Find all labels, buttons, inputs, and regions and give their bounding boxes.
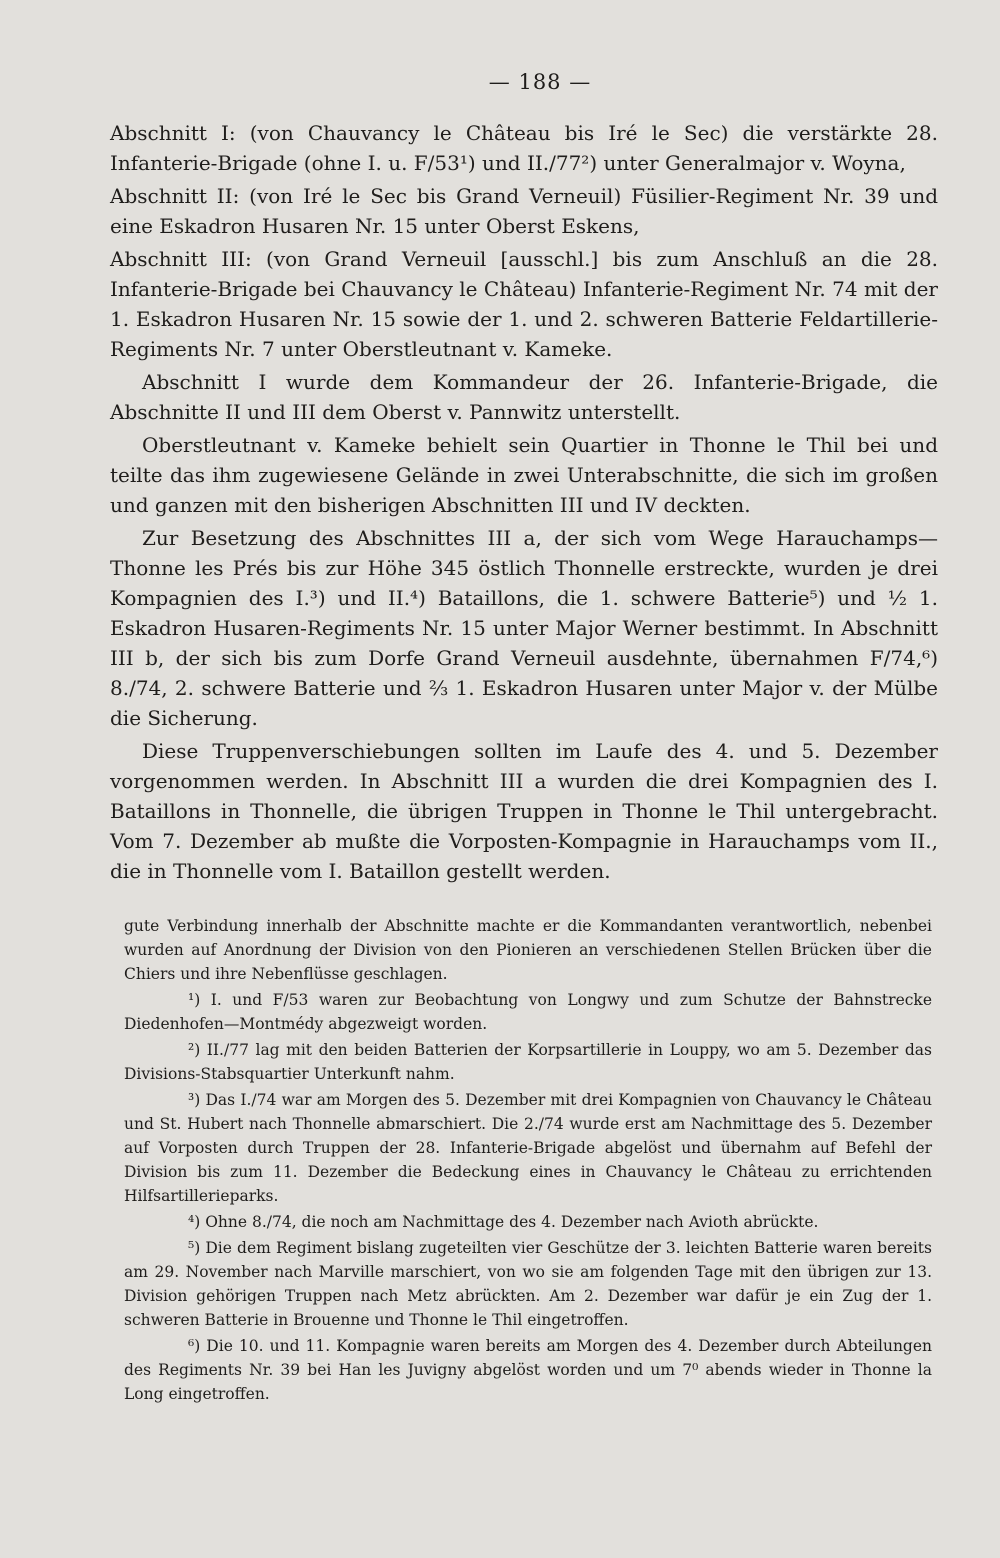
footnote-3: ³) Das I./74 war am Morgen des 5. Dezember mit drei Kompagnien von Chauvancy le Château und St. Hubert nach Thonnelle abmarschiert. Die 2./74 wurde erst am Nachmittage des 5. Dezember auf Vorposten durch Truppen der 28. Infanterie-Brigade abgelöst und übernahm auf Befehl der Division bis zum 11. Dezember die Bedeckung eines in Chauvancy le Château zu errichtenden Hilfsartillerieparks.: [124, 1091, 932, 1205]
paragraph-unterstellt: Abschnitt I wurde dem Kommandeur der 26. Infanterie-Brigade, die Abschnitte II und III dem Oberst v. Pannwitz unterstellt.: [110, 370, 938, 424]
footnote-continuation: gute Verbindung innerhalb der Abschnitte machte er die Kommandanten verantwortlich, nebenbei wurden auf Anordnung der Division von den Pionieren an verschiedenen Stellen Brücken über die Chiers und ihre Nebenflüsse geschlagen.: [124, 917, 932, 983]
main-text: [110, 118, 938, 889]
footnotes: [124, 914, 932, 1408]
paragraph-abschnitt-3: Abschnitt III: (von Grand Verneuil [ausschl.] bis zum Anschluß an die 28. Infanterie-Brigade bei Chauvancy le Château) Infanterie-Regiment Nr. 74 mit der 1. Eskadron Husaren Nr. 15 sowie der 1. und 2. schweren Batterie Feldartillerie-Regiments Nr. 7 unter Oberstleutnant v. Kameke.: [110, 247, 938, 361]
footnote-5: ⁵) Die dem Regiment bislang zugeteilten vier Geschütze der 3. leichten Batterie waren bereits am 29. November nach Marville marschiert, von wo sie am folgenden Tage mit den übrigen zur 13. Division gehörigen Truppen nach Metz abrückten. Am 2. Dezember war dafür je ein Zug der 1. schweren Batterie in Brouenne und Thonne le Thil eingetroffen.: [124, 1239, 932, 1329]
footnote-6: ⁶) Die 10. und 11. Kompagnie waren bereits am Morgen des 4. Dezember durch Abteilungen des Regiments Nr. 39 bei Han les Juvigny abgelöst worden und um 7⁰ abends wieder in Thonne la Long eingetroffen.: [124, 1337, 932, 1403]
footnote-2: ²) II./77 lag mit den beiden Batterien der Korpsartillerie in Louppy, wo am 5. Dezember das Divisions-Stabsquartier Unterkunft nahm.: [124, 1041, 932, 1083]
paragraph-abschnitt-2: Abschnitt II: (von Iré le Sec bis Grand Verneuil) Füsilier-Regiment Nr. 39 und eine Eskadron Husaren Nr. 15 unter Oberst Eskens,: [110, 184, 938, 238]
paragraph-besetzung: Zur Besetzung des Abschnittes III a, der sich vom Wege Harauchamps—Thonne les Prés bis zur Höhe 345 östlich Thonnelle erstreckte, wurden je drei Kompagnien des I.³) und II.⁴) Bataillons, die 1. schwere Batterie⁵) und ½ 1. Eskadron Husaren-Regiments Nr. 15 unter Major Werner bestimmt. In Abschnitt III b, der sich bis zum Dorfe Grand Verneuil ausdehnte, übernahmen F/74,⁶) 8./74, 2. schwere Batterie und ⅔ 1. Eskadron Husaren unter Major v. der Mülbe die Sicherung.: [110, 526, 938, 730]
page-number: — 188 —: [488, 70, 592, 94]
footnote-4: ⁴) Ohne 8./74, die noch am Nachmittage des 4. Dezember nach Avioth abrückte.: [188, 1213, 819, 1231]
paragraph-truppenverschiebungen: Diese Truppenverschiebungen sollten im Laufe des 4. und 5. Dezember vorgenommen werden. In Abschnitt III a wurden die drei Kompagnien des I. Bataillons in Thonnelle, die übrigen Truppen in Thonne le Thil untergebracht. Vom 7. Dezember ab mußte die Vorposten-Kompagnie in Harauchamps vom II., die in Thonnelle vom I. Bataillon gestellt werden.: [110, 739, 938, 883]
footnote-1: ¹) I. und F/53 waren zur Beobachtung von Longwy und zum Schutze der Bahnstrecke Diedenhofen—Montmédy abgezweigt worden.: [124, 991, 932, 1033]
paragraph-abschnitt-1: Abschnitt I: (von Chauvancy le Château bis Iré le Sec) die verstärkte 28. Infanterie-Brigade (ohne I. u. F/53¹) und II./77²) unter Generalmajor v. Woyna,: [110, 121, 938, 175]
paragraph-quartier: Oberstleutnant v. Kameke behielt sein Quartier in Thonne le Thil bei und teilte das ihm zugewiesene Gelände in zwei Unterabschnitte, die sich im großen und ganzen mit den bisherigen Abschnitten III und IV deckten.: [110, 433, 938, 517]
